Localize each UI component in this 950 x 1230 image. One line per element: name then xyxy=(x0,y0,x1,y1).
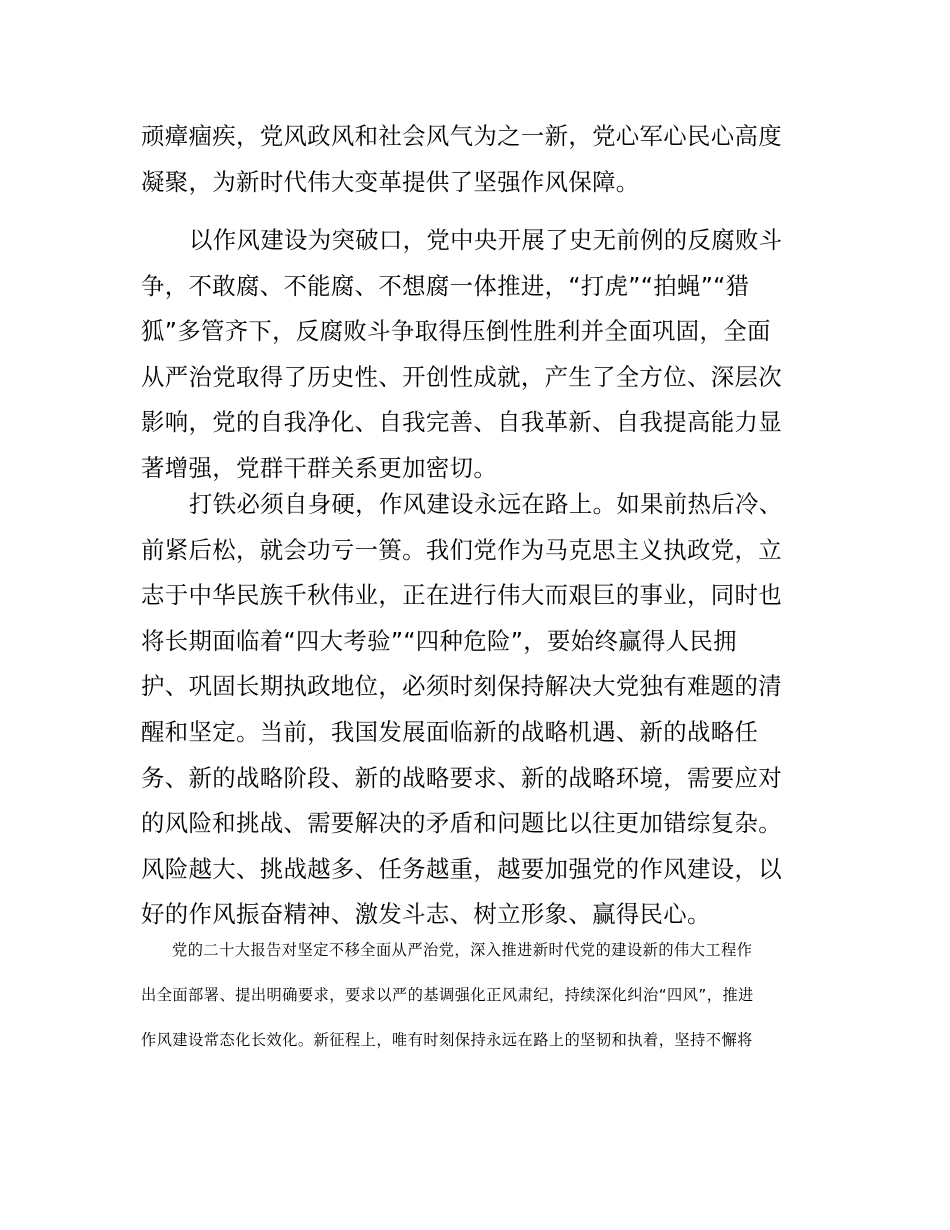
text-line: 好的作风振奋精神、激发斗志、树立形象、赢得民心。 xyxy=(141,900,711,929)
text-line: 务、新的战略阶段、新的战略要求、新的战略环境，需要应对 xyxy=(141,763,782,792)
text-line: 影响，党的自我净化、自我完善、自我革新、自我提高能力显 xyxy=(141,408,782,437)
text-line: 著增强，党群干群关系更加密切。 xyxy=(141,453,498,482)
text-line: 前紧后松，就会功亏一篑。我们党作为马克思主义执政党，立 xyxy=(141,535,782,564)
paragraph-continuation xyxy=(141,114,813,205)
text-line: 打铁必须自身硬，作风建设永远在路上。如果前热后冷、 xyxy=(189,490,783,518)
text-line: 以作风建设为突破口，党中央开展了史无前例的反腐败斗 xyxy=(189,226,783,254)
paragraph-work-style xyxy=(141,482,813,938)
text-line: 护、巩固长期执政地位，必须时刻保持解决大党独有难题的清 xyxy=(141,672,782,701)
text-line: 的风险和挑战、需要解决的矛盾和问题比以往更加错综复杂。 xyxy=(141,809,782,838)
text-line: 风险越大、挑战越多、任务越重，越要加强党的作风建设，以 xyxy=(141,854,782,883)
paragraph-anti-corruption xyxy=(141,218,813,492)
text-line: 将长期面临着“四大考验”“四种危险”，要始终赢得人民拥 xyxy=(141,626,737,655)
text-line: 争，不敢腐、不能腐、不想腐一体推进，“打虎”“拍蝇”“猎 xyxy=(141,271,750,300)
text-line: 志于中华民族千秋伟业，正在进行伟大而艰巨的事业，同时也 xyxy=(141,581,782,610)
text-line: 狐”多管齐下，反腐败斗争取得压倒性胜利并全面巩固，全面 xyxy=(141,317,771,346)
text-line: 从严治党取得了历史性、开创性成就，产生了全方位、深层次 xyxy=(141,362,782,391)
text-line: 出全面部署、提出明确要求，要求以严的基调强化正风肃纪，持续深化纠治“四风”，推进 xyxy=(141,986,754,1004)
text-line: 作风建设常态化长效化。新征程上，唯有时刻保持永远在路上的坚韧和执着，坚持不懈将 xyxy=(141,1031,753,1049)
text-line: 党的二十大报告对坚定不移全面从严治党，深入推进新时代党的建设新的伟大工程作 xyxy=(172,941,753,959)
text-line: 醒和坚定。当前，我国发展面临新的战略机遇、新的战略任 xyxy=(141,717,759,746)
paragraph-party-congress xyxy=(141,928,813,1063)
text-line: 顽瘴痼疾，党风政风和社会风气为之一新，党心军心民心高度 xyxy=(141,122,782,150)
text-line: 凝聚，为新时代伟大变革提供了坚强作风保障。 xyxy=(141,167,640,196)
